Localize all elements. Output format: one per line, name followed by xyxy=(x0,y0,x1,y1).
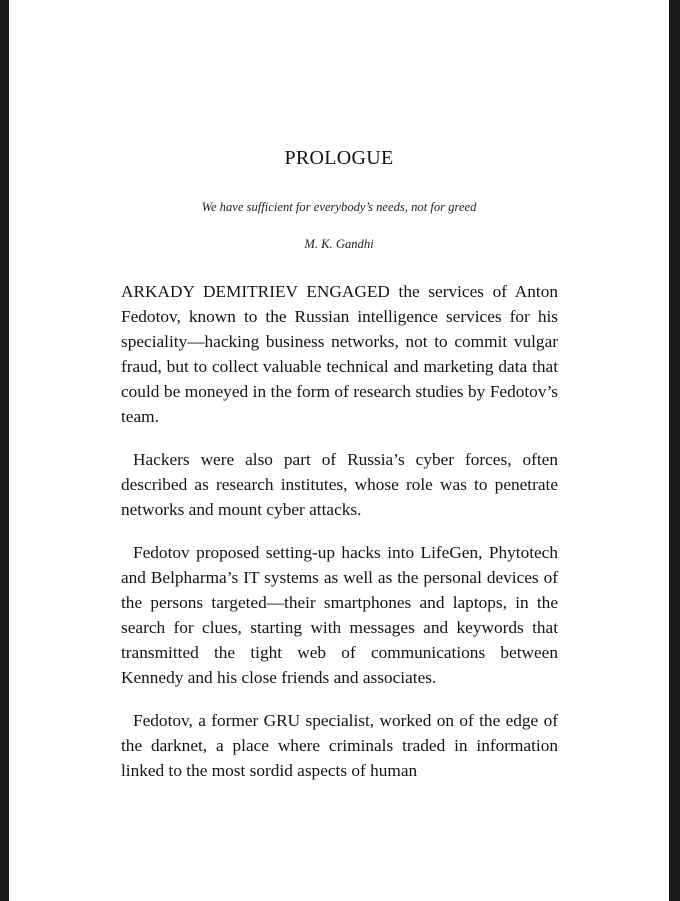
epigraph-attribution: M. K. Gandhi xyxy=(304,237,374,251)
paragraph-3: Fedotov proposed setting-up hacks into LifeGen, Phytotech and Belpharma’s IT systems as well as the personal devices of the persons targeted—their smartphones and laptops, in the search for clues, starting with messages and keywords that transmitted the tight web of communications between Kennedy and his close friends and associates. xyxy=(121,543,558,687)
chapter-body xyxy=(121,279,558,801)
paragraph-2: Hackers were also part of Russia’s cyber forces, often described as research institutes, whose role was to penetrate networks and mount cyber attacks. xyxy=(121,450,558,519)
chapter-title: PROLOGUE xyxy=(284,147,394,169)
epigraph-quote: We have sufficient for everybody’s needs, not for greed xyxy=(201,200,477,214)
paragraph-1: ARKADY DEMITRIEV ENGAGED the services of Anton Fedotov, known to the Russian intelligence services for his speciality—hacking business networks, not to commit vulgar fraud, but to collect valuable technical and marketing data that could be moneyed in the form of research studies by Fedotov’s team. xyxy=(121,282,558,426)
book-page xyxy=(9,0,669,901)
paragraph-4: Fedotov, a former GRU specialist, worked on of the edge of the darknet, a place where criminals traded in information linked to the most sordid aspects of human xyxy=(121,711,558,780)
